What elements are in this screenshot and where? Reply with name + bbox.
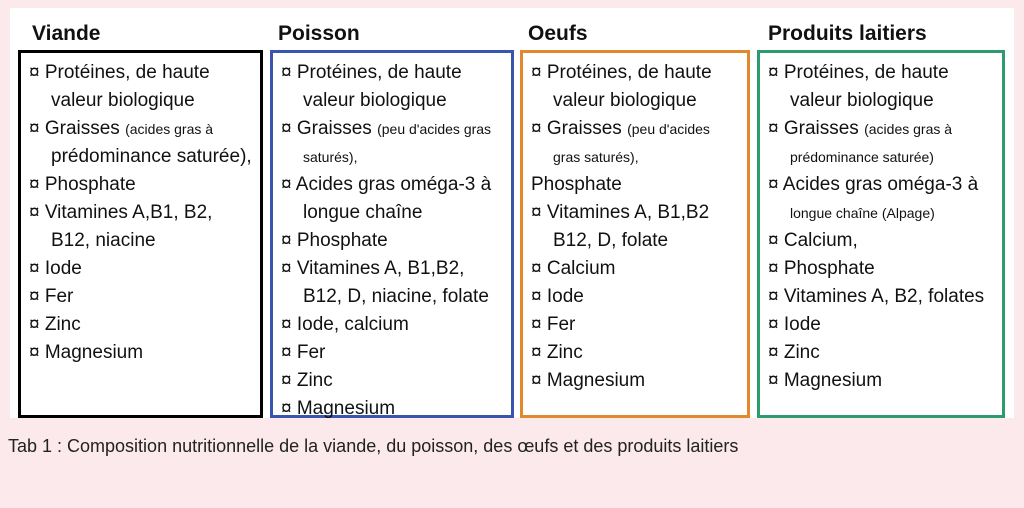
item-text-continued [281, 199, 505, 227]
list-item [768, 171, 996, 227]
list-item [29, 199, 254, 255]
item-label: B12, D, niacine, folate [303, 286, 489, 307]
item-text-continued [29, 143, 254, 171]
list-item [281, 171, 505, 227]
table-caption: Tab 1 : Composition nutritionnelle de la viande, du poisson, des œufs et des produits laitiers [8, 436, 739, 456]
list-item [29, 171, 254, 199]
item-text-continued [531, 87, 741, 115]
item-text [29, 255, 254, 283]
item-text [768, 339, 996, 367]
item-label: ¤ Zinc [281, 370, 333, 391]
list-item [281, 367, 505, 395]
item-label: ¤ Protéines, de haute [768, 62, 949, 83]
item-label: ¤ Vitamines A, B1,B2 [531, 202, 710, 223]
item-text [281, 395, 505, 423]
item-note: longue chaîne (Alpage) [790, 205, 935, 221]
list-item [768, 367, 996, 395]
item-text [768, 255, 996, 283]
item-label: ¤ Calcium, [768, 230, 858, 251]
item-label: ¤ Magnesium [768, 370, 883, 391]
item-label: ¤ Magnesium [531, 370, 646, 391]
item-label: valeur biologique [51, 90, 195, 111]
list-item [531, 367, 741, 395]
item-label: ¤ Phosphate [281, 230, 388, 251]
item-text-continued [768, 143, 996, 171]
item-note: gras saturés), [553, 149, 639, 165]
item-text [768, 59, 996, 87]
list-item [281, 311, 505, 339]
list-item [768, 227, 996, 255]
item-note: prédominance saturée) [790, 149, 934, 165]
item-text [281, 227, 505, 255]
item-text [29, 115, 254, 143]
item-text [29, 339, 254, 367]
item-text [768, 283, 996, 311]
item-label: ¤ Iode, calcium [281, 314, 409, 335]
list-item [29, 311, 254, 339]
item-text [29, 171, 254, 199]
list-item [29, 339, 254, 367]
item-text [29, 199, 254, 227]
list-item [29, 115, 254, 171]
list-item [29, 255, 254, 283]
item-text-continued [29, 87, 254, 115]
list-item [531, 339, 741, 367]
item-label: ¤ Fer [281, 342, 326, 363]
item-label: ¤ Vitamines A, B1,B2, [281, 258, 465, 279]
column-box-oeufs [520, 50, 750, 418]
item-text-continued [281, 143, 505, 171]
item-label: ¤ Zinc [531, 342, 583, 363]
item-label: ¤ Zinc [768, 342, 820, 363]
list-item [29, 283, 254, 311]
item-text [768, 367, 996, 395]
item-text [281, 311, 505, 339]
list-item [531, 115, 741, 171]
list-item [531, 311, 741, 339]
item-label: ¤ Graisses [531, 118, 628, 139]
item-note: saturés), [303, 149, 358, 165]
column-title-oeufs: Oeufs [528, 22, 588, 45]
item-text-continued [531, 227, 741, 255]
item-text [281, 59, 505, 87]
item-text [531, 199, 741, 227]
item-label: valeur biologique [790, 90, 934, 111]
list-item [768, 59, 996, 115]
item-label: ¤ Vitamines A, B2, folates [768, 286, 985, 307]
item-label: ¤ Phosphate [29, 174, 136, 195]
list-item [531, 255, 741, 283]
item-label: ¤ Iode [29, 258, 82, 279]
item-label: ¤ Fer [531, 314, 576, 335]
item-text [531, 283, 741, 311]
item-label: B12, D, folate [553, 230, 669, 251]
item-text [768, 115, 996, 143]
item-label: ¤ Iode [768, 314, 821, 335]
list-item [281, 395, 505, 423]
item-label: ¤ Fer [29, 286, 74, 307]
item-text [281, 171, 505, 199]
list-item [531, 283, 741, 311]
item-text [768, 227, 996, 255]
item-label: valeur biologique [303, 90, 447, 111]
item-label: ¤ Graisses [768, 118, 865, 139]
item-text-continued [768, 199, 996, 227]
list-item [281, 339, 505, 367]
item-text [768, 311, 996, 339]
item-text [281, 115, 505, 143]
list-item [768, 115, 996, 171]
item-label: ¤ Protéines, de haute [29, 62, 210, 83]
item-text [531, 339, 741, 367]
item-text-continued [281, 87, 505, 115]
item-label: prédominance saturée), [51, 146, 252, 167]
item-text-continued [531, 143, 741, 171]
column-box-produits-laitiers [757, 50, 1005, 418]
item-label: ¤ Phosphate [768, 258, 875, 279]
item-text [531, 311, 741, 339]
column-box-poisson [270, 50, 514, 418]
item-text [281, 339, 505, 367]
item-label: ¤ Protéines, de haute [281, 62, 462, 83]
item-label: ¤ Vitamines A,B1, B2, [29, 202, 213, 223]
item-text-continued [768, 87, 996, 115]
list-item [281, 115, 505, 171]
item-text [29, 311, 254, 339]
item-text [29, 59, 254, 87]
list-item [768, 339, 996, 367]
list-item [531, 59, 741, 115]
item-text [281, 255, 505, 283]
item-note: (peu d'acides [627, 121, 710, 137]
list-item [531, 199, 741, 255]
item-label: Phosphate [531, 174, 622, 195]
list-item [281, 227, 505, 255]
item-label: ¤ Calcium [531, 258, 616, 279]
list-item [281, 255, 505, 311]
item-note: (acides gras à [125, 121, 214, 137]
item-text-continued [281, 283, 505, 311]
item-text [531, 59, 741, 87]
item-text [531, 171, 741, 199]
item-text-continued [29, 227, 254, 255]
item-text [531, 367, 741, 395]
item-text [768, 171, 996, 199]
item-note: (peu d'acides gras [377, 121, 492, 137]
item-text [531, 255, 741, 283]
item-label: ¤ Magnesium [29, 342, 144, 363]
item-label: ¤ Graisses [29, 118, 126, 139]
list-item [768, 311, 996, 339]
list-item [531, 171, 741, 199]
item-text [531, 115, 741, 143]
nutrition-table [10, 8, 1014, 418]
list-item [29, 59, 254, 115]
column-title-viande: Viande [32, 22, 101, 45]
item-label: longue chaîne [303, 202, 423, 223]
item-label: ¤ Acides gras oméga-3 à [281, 174, 492, 195]
item-label: ¤ Zinc [29, 314, 81, 335]
item-label: B12, niacine [51, 230, 156, 251]
item-label: ¤ Magnesium [281, 398, 396, 419]
column-title-poisson: Poisson [278, 22, 360, 45]
item-label: ¤ Protéines, de haute [531, 62, 712, 83]
list-item [281, 59, 505, 115]
item-text [281, 367, 505, 395]
item-label: ¤ Graisses [281, 118, 378, 139]
item-label: ¤ Iode [531, 286, 584, 307]
item-label: ¤ Acides gras oméga-3 à [768, 174, 979, 195]
column-box-viande [18, 50, 263, 418]
item-label: valeur biologique [553, 90, 697, 111]
item-note: (acides gras à [864, 121, 953, 137]
column-title-produits-laitiers: Produits laitiers [768, 22, 927, 45]
item-text [29, 283, 254, 311]
list-item [768, 283, 996, 311]
list-item [768, 255, 996, 283]
